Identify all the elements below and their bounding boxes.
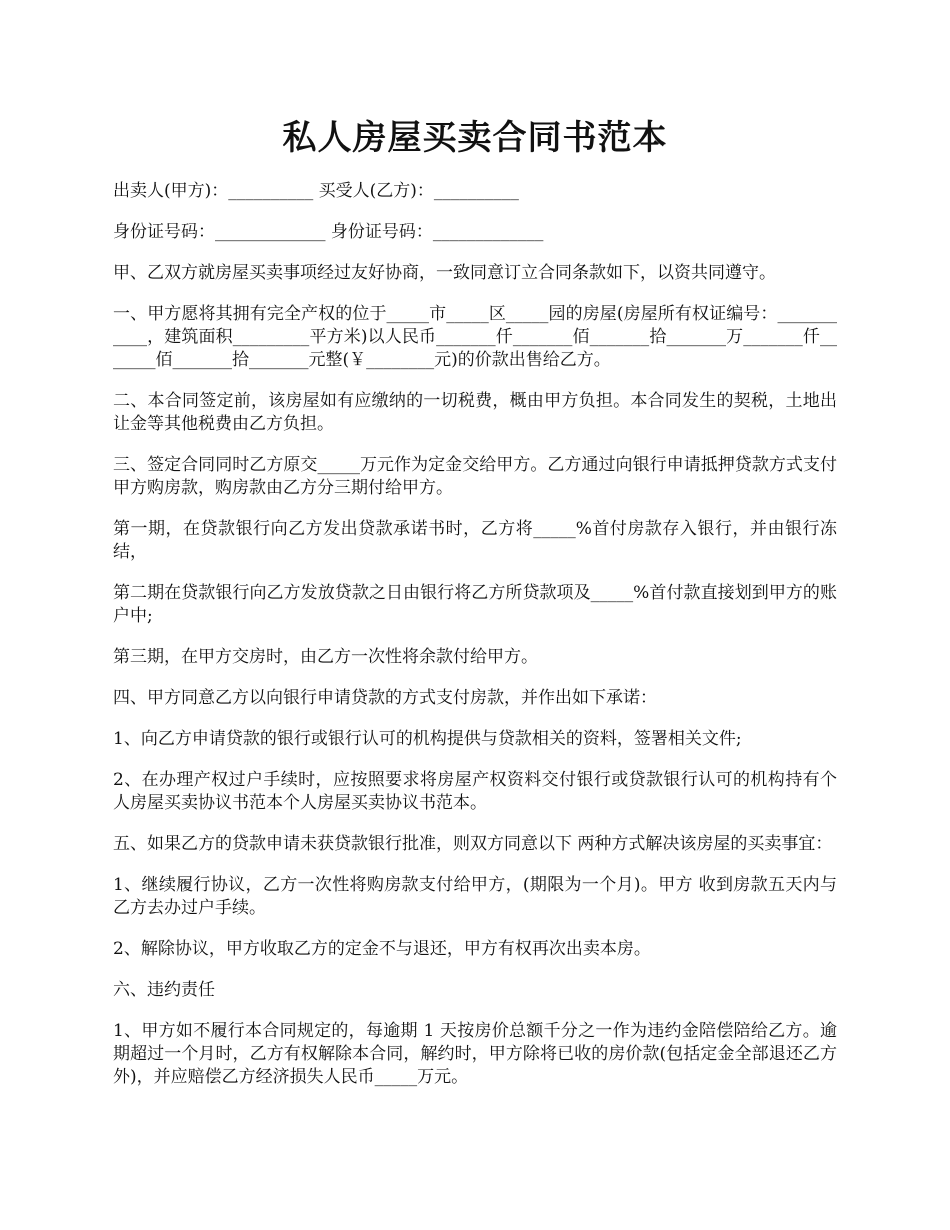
payment-phase-2: 第二期在贷款银行向乙方发放贷款之日由银行将乙方所贷款项及_____%首付款直接划到甲方的账户中; (113, 583, 837, 626)
parties-line: 出卖人(甲方)：__________ 买受人(乙方)：__________ (113, 181, 519, 201)
clause-6-heading: 六、违约责任 (113, 980, 215, 1000)
clause-6-item-1: 1、甲方如不履行本合同规定的，每逾期 1 天按房价总额千分之一作为违约金陪偿陪给乙方。逾期超过一个月时，乙方有权解除本合同，解约时，甲方除将已收的房价款(包括定金全部退还乙方外)，并应赔偿乙方经济损失人民币_____万元。 (113, 1021, 837, 1087)
id-number-line: 身份证号码：_____________ 身份证号码：_____________ (113, 222, 544, 242)
document-title: 私人房屋买卖合同书范本 (282, 118, 668, 158)
clause-1: 一、甲方愿将其拥有完全产权的位于_____市_____区_____园的房屋(房屋所有权证编号：___________，建筑面积_________平方米)以人民币_______仟_______佰_______拾_______万_______仟_______佰_______拾_______元整(￥________元)的价款出售给乙方。 (113, 304, 837, 370)
clause-3: 三、签定合同同时乙方原交_____万元作为定金交给甲方。乙方通过向银行申请抵押贷款方式支付甲方购房款，购房款由乙方分三期付给甲方。 (113, 455, 837, 498)
payment-phase-3: 第三期，在甲方交房时，由乙方一次性将余款付给甲方。 (113, 647, 538, 667)
clause-5-item-2: 2、解除协议，甲方收取乙方的定金不与退还，甲方有权再次出卖本房。 (113, 939, 651, 959)
payment-phase-1: 第一期，在贷款银行向乙方发出贷款承诺书时，乙方将_____%首付房款存入银行，并由银行冻结， (113, 519, 837, 562)
clause-4-item-2: 2、在办理产权过户手续时，应按照要求将房屋产权资料交付银行或贷款银行认可的机构持有个人房屋买卖协议书范本个人房屋买卖协议书范本。 (113, 770, 837, 813)
clause-5-item-1: 1、继续履行协议，乙方一次性将购房款支付给甲方，(期限为一个月)。甲方 收到房款五天内与乙方去办过户手续。 (113, 875, 837, 918)
preamble: 甲、乙双方就房屋买卖事项经过友好协商，一致同意订立合同条款如下，以资共同遵守。 (113, 263, 776, 283)
clause-4: 四、甲方同意乙方以向银行申请贷款的方式支付房款，并作出如下承诺： (113, 688, 657, 708)
clause-4-item-1: 1、向乙方申请贷款的银行或银行认可的机构提供与贷款相关的资料，签署相关文件; (113, 729, 742, 749)
clause-2: 二、本合同签定前，该房屋如有应缴纳的一切税费，概由甲方负担。本合同发生的契税，土地出让金等其他税费由乙方负担。 (113, 391, 837, 434)
document-body (113, 180, 837, 1107)
clause-5: 五、如果乙方的贷款申请未获贷款银行批准，则双方同意以下 两种方式解决该房屋的买卖事宜： (113, 834, 833, 854)
